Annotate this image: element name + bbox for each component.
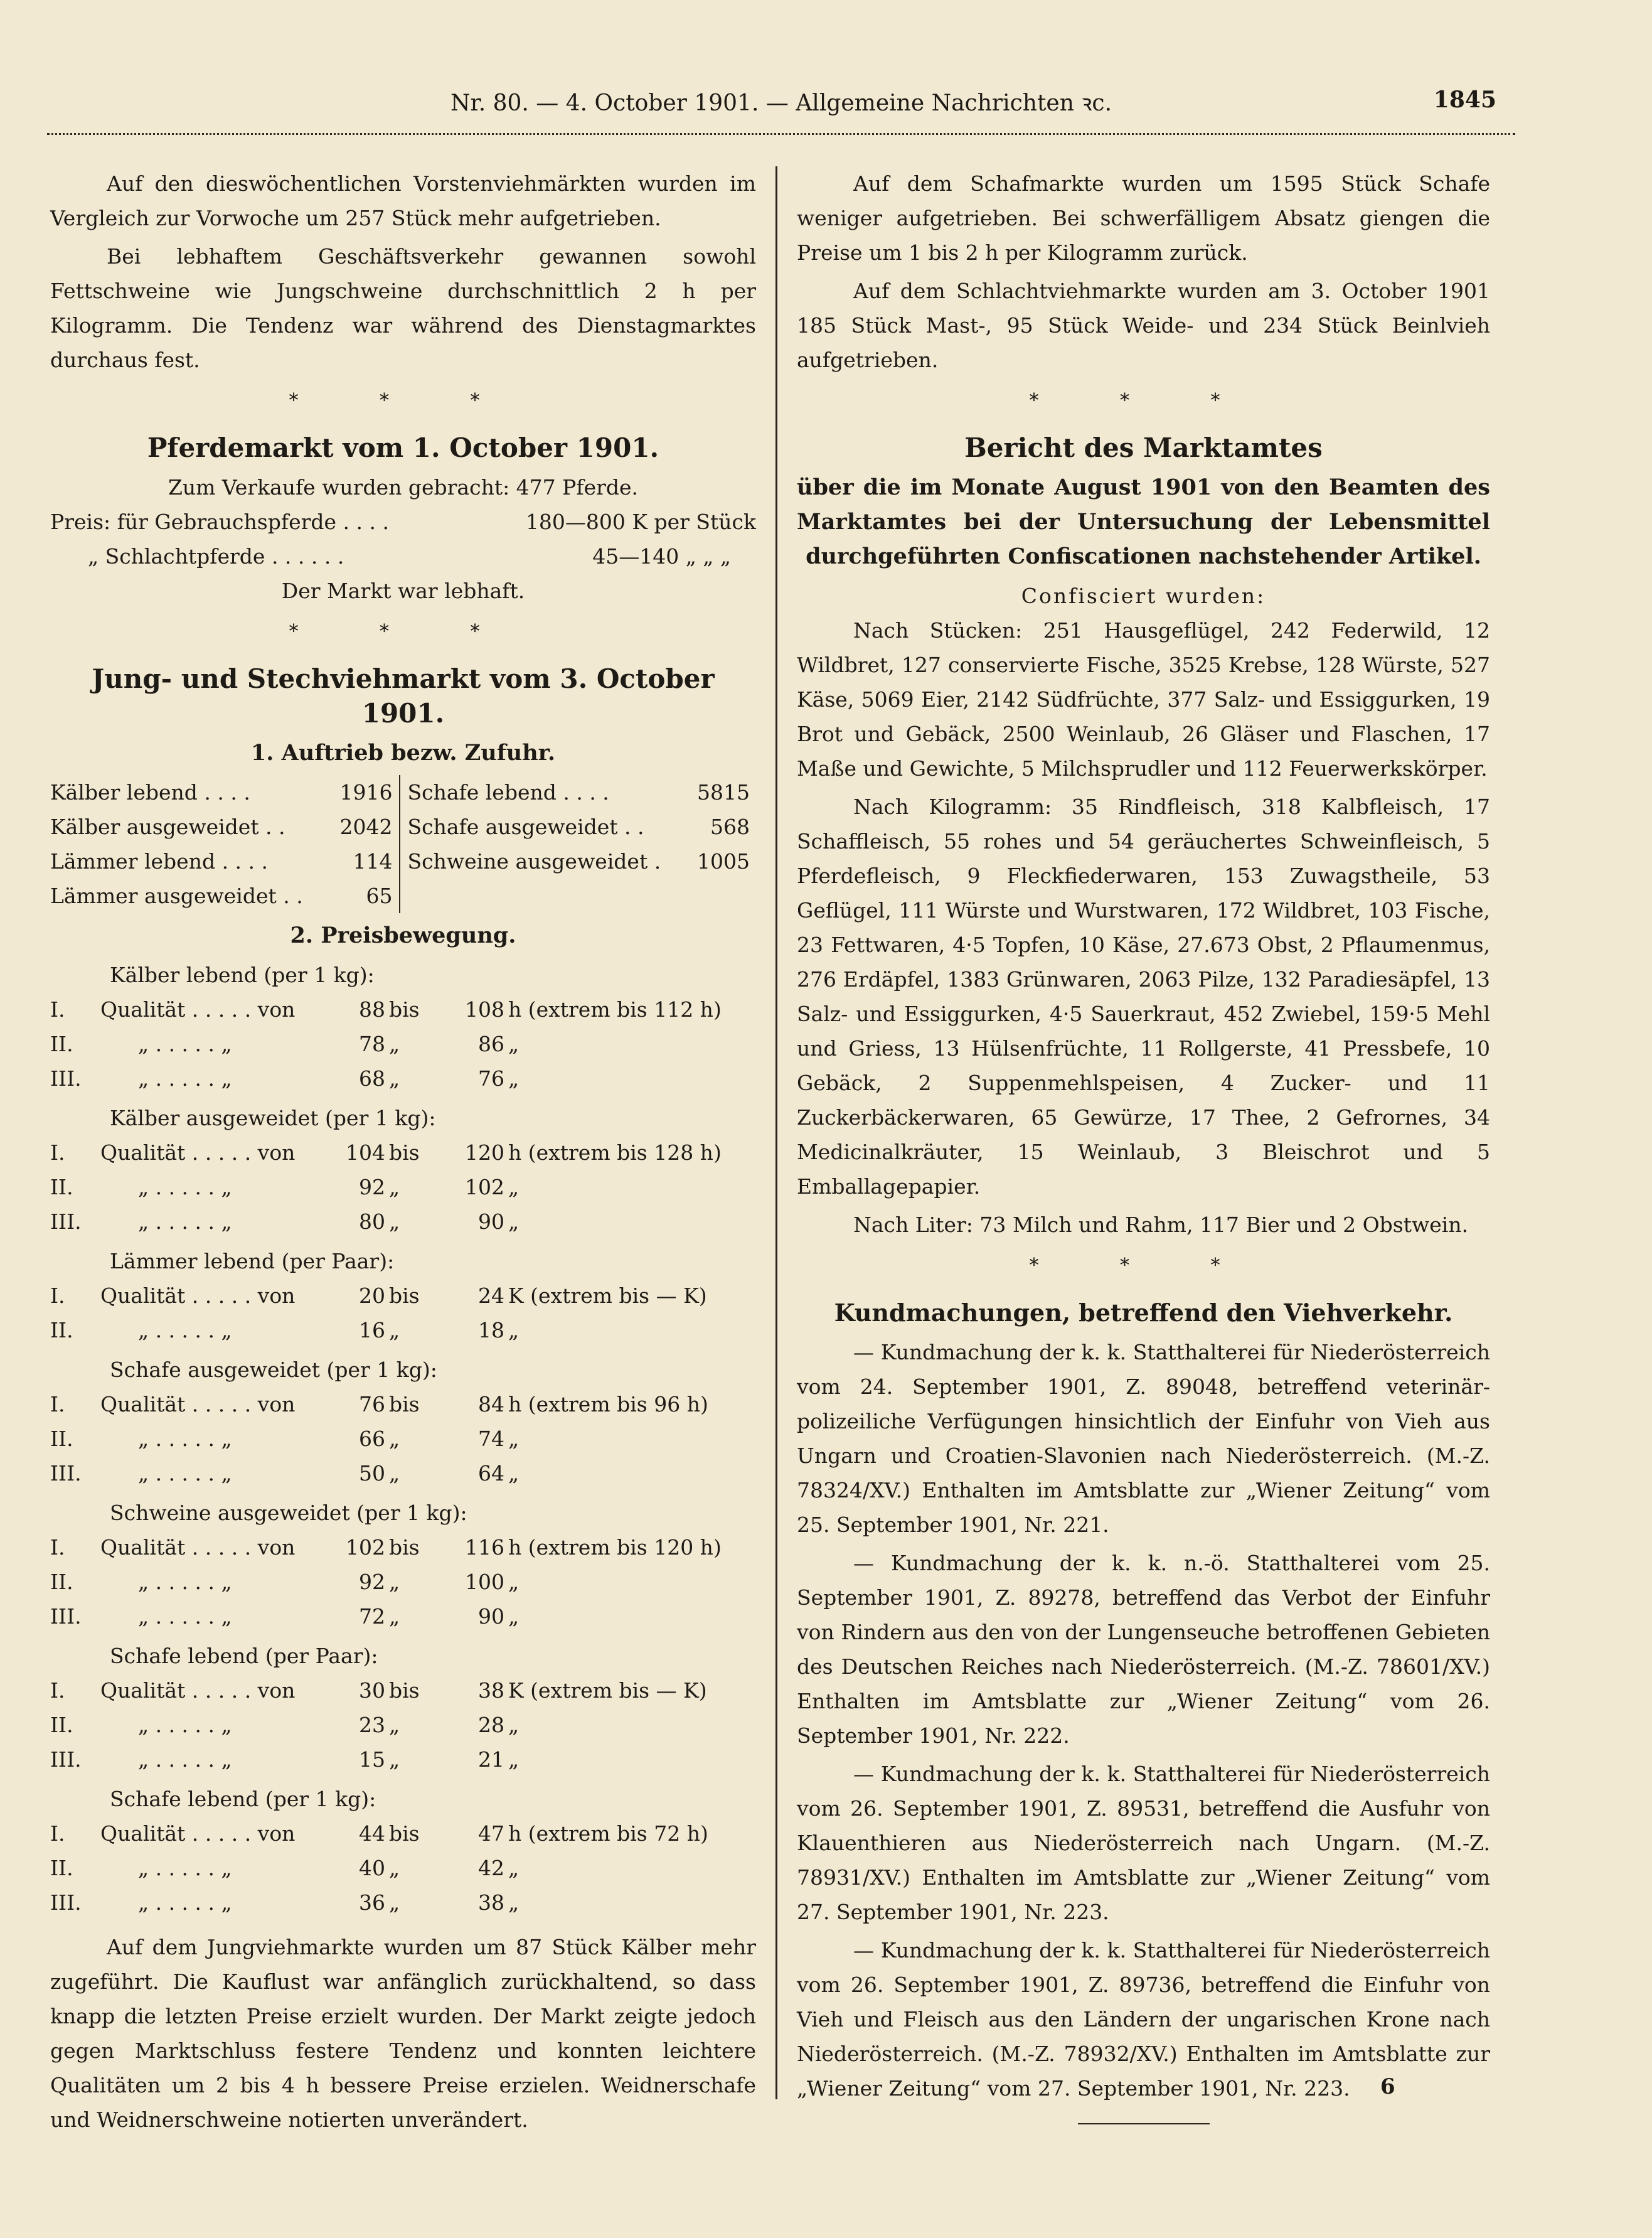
text-line: Confisciert wurden: (1021, 584, 1266, 608)
section-title: Kundmachungen, betreffend den Viehverkehr. (834, 1298, 1453, 1327)
auftrieb-row (50, 879, 399, 913)
subsection-title: 1. Auftrieb bezw. Zufuhr. (250, 740, 556, 766)
price-cell: „ . . . . . „ (138, 1066, 232, 1091)
auftrieb-left (50, 775, 399, 913)
price-cell: 92 (359, 1175, 385, 1199)
price-cell: 28 (478, 1713, 504, 1737)
price-row (50, 1061, 756, 1096)
price-cell: 88 (359, 997, 385, 1022)
price-cell: „ . . . . . „ (138, 1890, 232, 1915)
auftrieb-row (50, 810, 399, 844)
price-cell: „ (508, 1427, 520, 1451)
price-cell: „ (508, 1209, 520, 1234)
price-cell: 102 (465, 1175, 504, 1199)
price-group-heading: Schafe ausgeweidet (per 1 kg): (110, 1357, 437, 1382)
section-title: Pferdemarkt vom 1. October 1901. (147, 432, 659, 463)
auftrieb-label: Schweine ausgeweidet . (407, 849, 661, 874)
price-row (50, 992, 756, 1027)
price-cell: 16 (359, 1318, 385, 1342)
price-cell: 44 (359, 1821, 385, 1846)
price-cell: Qualität . . . . . von (100, 1283, 296, 1308)
price-cell: III. (50, 1066, 82, 1091)
price-cell: „ (389, 1427, 400, 1451)
price-cell: 116 (465, 1535, 504, 1560)
price-cell: 38 (478, 1678, 504, 1703)
price-cell: bis (389, 1535, 420, 1560)
price-cell: I. (50, 1283, 65, 1308)
section-separator: * * * (289, 390, 518, 412)
price-group-heading: Schafe lebend (per Paar): (110, 1644, 378, 1668)
price-cell: 84 (478, 1392, 504, 1416)
price-cell: 47 (478, 1821, 504, 1846)
price-cell: K (extrem bis — K) (508, 1678, 707, 1703)
price-value: 45—140 „ „ „ (592, 544, 731, 569)
price-cell: „ (508, 1032, 520, 1056)
price-cell: Qualität . . . . . von (100, 997, 296, 1022)
price-cell: III. (50, 1890, 82, 1915)
price-cell: 120 (465, 1140, 504, 1165)
price-cell: „ (508, 1318, 520, 1342)
text-line: Zum Verkaufe wurden gebracht: 477 Pferde. (168, 475, 639, 500)
section-title: Jung- und Stechviehmarkt vom 3. October 1901. (92, 663, 715, 729)
price-label: Preis: für Gebrauchspferde . . . . (50, 510, 389, 534)
section-separator: * * * (1029, 390, 1258, 412)
price-cell: 15 (359, 1747, 385, 1772)
auftrieb-label: Schafe ausgeweidet . . (407, 815, 644, 839)
price-cell: „ (389, 1747, 400, 1772)
price-group-heading: Schweine ausgeweidet (per 1 kg): (110, 1501, 467, 1525)
price-cell: „ . . . . . „ (138, 1747, 232, 1772)
footer-number: 6 (1380, 2074, 1395, 2099)
price-cell: Qualität . . . . . von (100, 1678, 296, 1703)
price-cell: II. (50, 1713, 73, 1737)
price-row (50, 1204, 756, 1239)
left-column (50, 166, 756, 2141)
auftrieb-value: 65 (366, 884, 393, 908)
price-row (50, 1278, 756, 1313)
price-cell: bis (389, 1140, 420, 1165)
price-cell: 86 (478, 1032, 504, 1056)
price-cell: 74 (478, 1427, 504, 1451)
price-cell: „ (389, 1318, 400, 1342)
price-cell: „ . . . . . „ (138, 1209, 232, 1234)
auftrieb-row (50, 844, 399, 879)
price-cell: 50 (359, 1461, 385, 1486)
price-cell: „ (389, 1856, 400, 1880)
page-number: 1845 (1433, 87, 1496, 113)
section-title: Bericht des Marktamtes (964, 432, 1323, 463)
price-cell: „ (389, 1570, 400, 1594)
auftrieb-value: 1005 (697, 849, 750, 874)
auftrieb-value: 568 (710, 815, 750, 839)
price-cell: „ (389, 1175, 400, 1199)
price-cell: 92 (359, 1570, 385, 1594)
section-separator: * * * (289, 621, 518, 643)
price-row (50, 1422, 756, 1456)
price-cell: bis (389, 1392, 420, 1416)
price-row (50, 1851, 756, 1885)
price-row (50, 1135, 756, 1170)
price-cell: bis (389, 1283, 420, 1308)
price-cell: 24 (478, 1283, 504, 1308)
price-cell: 80 (359, 1209, 385, 1234)
text-line: Der Markt war lebhaft. (281, 579, 525, 603)
column-divider (775, 166, 777, 2099)
price-cell: bis (389, 1678, 420, 1703)
price-group-heading: Lämmer lebend (per Paar): (110, 1249, 395, 1273)
paragraph: Nach Stücken: 251 Hausgeflügel, 242 Federwild, 12 Wildbret, 127 conservierte Fische, 3525 Krebse, 128 Würste, 527 Käse, 5069 Eier, 2142 Südfrüchte, 377 Salz- und Essiggurken, 19 Brot und Gebäck, 2500 Weinlaub, 26 Gläser und Flaschen, 17 Maße und Gewichte, 5 Milchsprudler und 112 Feuerwerkskörper. (797, 618, 1490, 781)
price-cell: h (extrem bis 128 h) (508, 1140, 722, 1165)
price-cell: 64 (478, 1461, 504, 1486)
price-cell: 36 (359, 1890, 385, 1915)
price-cell: 76 (359, 1392, 385, 1416)
price-row (50, 1673, 756, 1708)
price-cell: 18 (478, 1318, 504, 1342)
price-cell: Qualität . . . . . von (100, 1392, 296, 1416)
price-row (50, 1742, 756, 1777)
price-cell: I. (50, 1140, 65, 1165)
auftrieb-label: Lämmer lebend . . . . (50, 849, 268, 874)
price-cell: bis (389, 1821, 420, 1846)
price-cell: „ (389, 1604, 400, 1629)
price-cell: 104 (346, 1140, 385, 1165)
price-cell: 68 (359, 1066, 385, 1091)
auftrieb-row (50, 775, 399, 810)
price-cell: II. (50, 1175, 73, 1199)
page-header (47, 87, 1515, 124)
price-cell: II. (50, 1427, 73, 1451)
price-row (50, 1885, 756, 1920)
auftrieb-row (408, 810, 757, 844)
price-group-heading: Kälber ausgeweidet (per 1 kg): (110, 1106, 436, 1130)
price-row (50, 539, 756, 574)
price-row (50, 1565, 756, 1599)
auftrieb-row (408, 775, 757, 810)
end-rule (1078, 2123, 1210, 2124)
price-cell: „ . . . . . „ (138, 1032, 232, 1056)
price-row (50, 1313, 756, 1347)
price-cell: III. (50, 1209, 82, 1234)
price-cell: „ . . . . . „ (138, 1713, 232, 1737)
price-cell: „ (389, 1713, 400, 1737)
price-cell: 42 (478, 1856, 504, 1880)
price-cell: III. (50, 1747, 82, 1772)
auftrieb-value: 2042 (339, 815, 393, 839)
price-cell: II. (50, 1570, 73, 1594)
price-cell: „ . . . . . „ (138, 1570, 232, 1594)
price-cell: II. (50, 1032, 73, 1056)
price-cell: „ . . . . . „ (138, 1318, 232, 1342)
paragraph: Bei lebhaftem Geschäftsverkehr gewannen sowohl Fettschweine wie Jungschweine durchschnittlich 2 h per Kilogramm. Die Tendenz war während des Dienstagmarktes durchaus fest. (50, 244, 756, 372)
price-cell: 102 (346, 1535, 385, 1560)
paragraph: — Kundmachung der k. k. Statthalterei für Niederösterreich vom 24. September 1901, Z. 89048, betreffend veterinär-polizeiliche Verfügungen hinsichtlich der Einfuhr von Vieh aus Ungarn und Croatien-Slavonien nach Niederösterreich. (M.-Z. 78324/XV.) Enthalten im Amtsblatte zur „Wiener Zeitung“ vom 25. September 1901, Nr. 221. (797, 1340, 1490, 1537)
price-cell: I. (50, 1392, 65, 1416)
price-row (50, 1599, 756, 1634)
price-cell: h (extrem bis 72 h) (508, 1821, 708, 1846)
paragraph: Auf dem Schlachtviehmarkte wurden am 3. October 1901 185 Stück Mast-, 95 Stück Weide- und 234 Stück Beinlvieh aufgetrieben. (797, 279, 1490, 372)
price-cell: 38 (478, 1890, 504, 1915)
price-label: „ Schlachtpferde . . . . . . (88, 544, 344, 569)
price-cell: II. (50, 1318, 73, 1342)
price-cell: III. (50, 1461, 82, 1486)
price-cell: III. (50, 1604, 82, 1629)
price-cell: I. (50, 1678, 65, 1703)
paragraph: — Kundmachung der k. k. n.-ö. Statthalterei vom 25. September 1901, Z. 89278, betreffend das Verbot der Einfuhr von Rindern aus den von der Lungenseuche betroffenen Gebieten des Deutschen Reiches nach Niederösterreich. (M.-Z. 78601/XV.) Enthalten im Amtsblatte zur „Wiener Zeitung“ vom 26. September 1901, Nr. 222. (797, 1551, 1490, 1748)
right-column (797, 166, 1490, 2124)
price-value: 180—800 K per Stück (525, 510, 756, 534)
price-cell: „ (389, 1066, 400, 1091)
price-cell: 90 (478, 1604, 504, 1629)
price-cell: II. (50, 1856, 73, 1880)
price-row (50, 1456, 756, 1491)
price-row (50, 1708, 756, 1742)
price-row (50, 1387, 756, 1422)
price-group-heading: Kälber lebend (per 1 kg): (110, 963, 375, 987)
auftrieb-value: 114 (353, 849, 393, 874)
price-cell: „ (508, 1066, 520, 1091)
price-row (50, 1530, 756, 1565)
price-cell: h (extrem bis 120 h) (508, 1535, 722, 1560)
price-cell: 20 (359, 1283, 385, 1308)
price-group-heading: Schafe lebend (per 1 kg): (110, 1787, 376, 1811)
price-cell: „ (389, 1461, 400, 1486)
price-cell: „ (389, 1032, 400, 1056)
auftrieb-label: Lämmer ausgeweidet . . (50, 884, 303, 908)
paragraph: — Kundmachung der k. k. Statthalterei für Niederösterreich vom 26. September 1901, Z. 89736, betreffend die Einfuhr von Vieh und Fleisch aus den Ländern der ungarischen Krone nach Niederösterreich. (M.-Z. 78932/XV.) Enthalten im Amtsblatte zur „Wiener Zeitung“ vom 27. September 1901, Nr. 223. (797, 1938, 1490, 2101)
paragraph: Nach Kilogramm: 35 Rindfleisch, 318 Kalbfleisch, 17 Schaffleisch, 55 rohes und 54 geräuchertes Schweinfleisch, 5 Pferdefleisch, 9 Fleckfiederwaren, 153 Zuwagstheile, 53 Geflügel, 111 Würste und Wurstwaren, 172 Wildbret, 103 Fische, 23 Fettwaren, 4·5 Topfen, 10 Käse, 27.673 Obst, 2 Pflaumenmus, 276 Erdäpfel, 1383 Grünwaren, 2063 Pilze, 132 Paradiesäpfel, 13 Salz- und Essiggurken, 4·5 Sauerkraut, 452 Zwiebel, 159·5 Mehl und Griess, 13 Hülsenfrüchte, 11 Rollgerste, 41 Pressbefe, 10 Gebäck, 2 Suppenmehlspeisen, 4 Zucker- und 11 Zuckerbäckerwaren, 65 Gewürze, 17 Thee, 2 Gefrornes, 34 Medicinalkräuter, 15 Weinlaub, 3 Bleischrot und 5 Emballagepapier. (797, 795, 1490, 1199)
price-cell: bis (389, 997, 420, 1022)
price-cell: 21 (478, 1747, 504, 1772)
price-row (50, 1170, 756, 1204)
price-cell: Qualität . . . . . von (100, 1821, 296, 1846)
price-cell: Qualität . . . . . von (100, 1140, 296, 1165)
price-cell: 78 (359, 1032, 385, 1056)
price-cell: 72 (359, 1604, 385, 1629)
paragraph: Nach Liter: 73 Milch und Rahm, 117 Bier und 2 Obstwein. (853, 1213, 1469, 1237)
price-row (50, 1816, 756, 1851)
price-cell: 100 (465, 1570, 504, 1594)
price-row (50, 1027, 756, 1061)
auftrieb-label: Schafe lebend . . . . (407, 780, 609, 805)
auftrieb-table (50, 775, 756, 913)
paragraph: Auf den dieswöchentlichen Vorstenviehmärkten wurden im Vergleich zur Vorwoche um 257 Stück mehr aufgetrieben. (50, 171, 756, 230)
price-cell: K (extrem bis — K) (508, 1283, 707, 1308)
price-cell: Qualität . . . . . von (100, 1535, 296, 1560)
price-cell: h (extrem bis 112 h) (508, 997, 722, 1022)
auftrieb-value: 5815 (697, 780, 750, 805)
subsection-title: 2. Preisbewegung. (290, 923, 516, 948)
price-cell: I. (50, 997, 65, 1022)
price-cell: „ (389, 1890, 400, 1915)
paragraph: — Kundmachung der k. k. Statthalterei für Niederösterreich vom 26. September 1901, Z. 89531, betreffend die Ausfuhr von Klauenthieren aus Niederösterreich nach Ungarn. (M.-Z. 78931/XV.) Enthalten im Amtsblatte zur „Wiener Zeitung“ vom 27. September 1901, Nr. 223. (797, 1762, 1490, 1924)
price-cell: 66 (359, 1427, 385, 1451)
price-cell: I. (50, 1535, 65, 1560)
price-cell: „ . . . . . „ (138, 1856, 232, 1880)
price-cell: „ (508, 1856, 520, 1880)
price-cell: „ . . . . . „ (138, 1175, 232, 1199)
price-cell: 40 (359, 1856, 385, 1880)
price-cell: „ (508, 1604, 520, 1629)
header-rule (47, 133, 1515, 135)
price-cell: „ (508, 1890, 520, 1915)
price-cell: 23 (359, 1713, 385, 1737)
price-cell: „ . . . . . „ (138, 1461, 232, 1486)
paragraph: Auf dem Schafmarkte wurden um 1595 Stück Schafe weniger aufgetrieben. Bei schwerfälligem Absatz giengen die Preise um 1 bis 2 h per Kilogramm zurück. (797, 171, 1490, 265)
price-cell: „ (508, 1175, 520, 1199)
section-separator: * * * (1029, 1255, 1258, 1277)
price-cell: I. (50, 1821, 65, 1846)
header-title: Nr. 80. — 4. October 1901. — Allgemeine Nachrichten ꝛc. (450, 90, 1112, 116)
price-cell: „ (389, 1209, 400, 1234)
auftrieb-row (408, 844, 757, 879)
price-cell: 90 (478, 1209, 504, 1234)
price-cell: „ (508, 1461, 520, 1486)
price-groups (50, 958, 756, 1920)
price-cell: h (extrem bis 96 h) (508, 1392, 708, 1416)
auftrieb-label: Kälber ausgeweidet . . (50, 815, 285, 839)
auftrieb-right (399, 775, 757, 913)
auftrieb-label: Kälber lebend . . . . (50, 780, 250, 805)
section-subtitle: über die im Monate August 1901 von den Beamten des Marktamtes bei der Untersuchung der Lebensmittel durchgeführten Confiscationen nachstehender Artikel. (797, 474, 1490, 569)
price-cell: „ (508, 1747, 520, 1772)
auftrieb-value: 1916 (339, 780, 393, 805)
price-cell: „ (508, 1713, 520, 1737)
price-cell: „ . . . . . „ (138, 1427, 232, 1451)
price-cell: 76 (478, 1066, 504, 1091)
price-cell: „ . . . . . „ (138, 1604, 232, 1629)
price-row (50, 505, 756, 539)
price-cell: 30 (359, 1678, 385, 1703)
price-cell: 108 (465, 997, 504, 1022)
price-cell: „ (508, 1570, 520, 1594)
paragraph: Auf dem Jungviehmarkte wurden um 87 Stück Kälber mehr zugeführt. Die Kauflust war anfänglich zurückhaltend, so dass knapp die letzten Preise erzielt wurden. Der Markt zeigte jedoch gegen Marktschluss festere Tendenz und konnten leichtere Qualitäten um 2 bis 4 h bessere Preise erzielen. Weidnerschafe und Weidnerschweine notierten unverändert. (50, 1935, 756, 2132)
